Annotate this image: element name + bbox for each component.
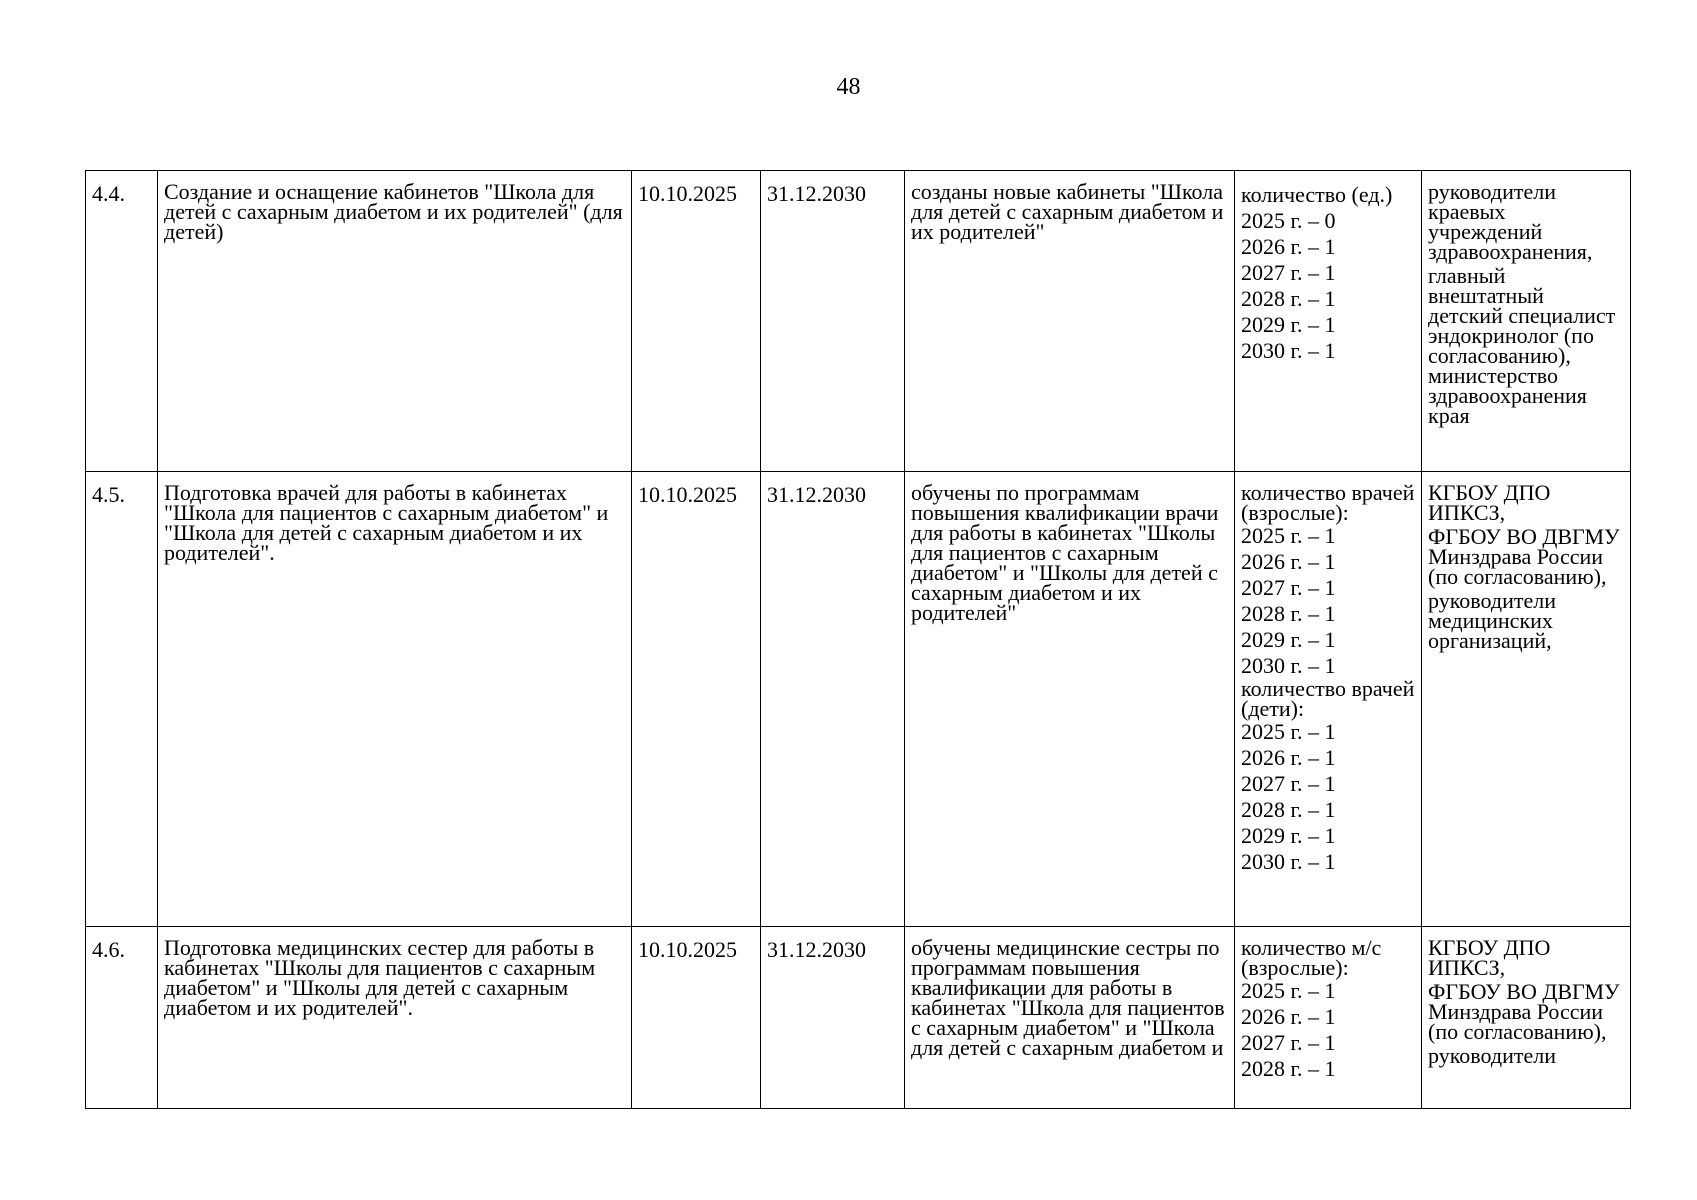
responsible-entry: главный внештатный детский специалист эндокринолог (по согласованию), министерство здравоохранения края (1428, 263, 1616, 428)
expected-result: обучены по программам повышения квалификации врачи для работы в кабинетах "Школы для пациентов с сахарным диабетом" и "Школы для детей с сахарным диабетом и их родителей" (905, 472, 1235, 927)
end-date: 31.12.2030 (761, 472, 905, 927)
indicator-value: 2030 г. – 1 (1241, 338, 1336, 363)
indicator-label: количество м/с (взрослые): (1241, 935, 1382, 980)
indicator-label: количество врачей (взрослые): (1241, 480, 1415, 525)
responsible-entry: руководители краевых учреждений здравоохранения, (1428, 179, 1593, 264)
event-description: Подготовка медицинских сестер для работы в кабинетах "Школы для пациентов с сахарным диабетом" и "Школы для детей с сахарным диабетом и их родителей". (158, 927, 632, 1109)
page-number: 48 (836, 74, 861, 100)
event-description: Создание и оснащение кабинетов "Школа для детей с сахарным диабетом и их родителей" (для детей) (158, 171, 632, 472)
end-date: 31.12.2030 (761, 927, 905, 1109)
indicator-value: 2027 г. – 1 (1241, 1030, 1336, 1055)
indicator-value: 2028 г. – 1 (1241, 286, 1336, 311)
responsible-entry: КГБОУ ДПО ИПКСЗ, (1428, 480, 1551, 525)
indicator-value: 2025 г. – 1 (1241, 523, 1336, 548)
expected-result: созданы новые кабинеты "Школа для детей с сахарным диабетом и их родителей" (905, 171, 1235, 472)
indicator-value: 2026 г. – 1 (1241, 745, 1336, 770)
indicator-value: 2025 г. – 1 (1241, 978, 1336, 1003)
item-number: 4.4. (86, 171, 158, 472)
responsible-cell (1422, 171, 1631, 472)
activity-plan-table (85, 170, 1631, 1109)
indicator-value: 2029 г. – 1 (1241, 823, 1336, 848)
indicator-value: 2028 г. – 1 (1241, 1056, 1336, 1081)
indicator-label: количество (ед.) (1241, 182, 1393, 207)
indicator-value: 2025 г. – 0 (1241, 208, 1336, 233)
indicator-value: 2030 г. – 1 (1241, 653, 1336, 678)
indicator-cell (1235, 927, 1422, 1109)
indicator-value: 2026 г. – 1 (1241, 1004, 1336, 1029)
indicator-value: 2028 г. – 1 (1241, 797, 1336, 822)
indicator-value: 2025 г. – 1 (1241, 719, 1336, 744)
indicator-value: 2029 г. – 1 (1241, 627, 1336, 652)
responsible-entry: ФГБОУ ВО ДВГМУ Минздрава России (по согласованию), (1428, 979, 1620, 1044)
responsible-entry: руководители медицинских организаций, (1428, 588, 1556, 653)
indicator-cell (1235, 171, 1422, 472)
indicator-value: 2027 г. – 1 (1241, 575, 1336, 600)
item-number: 4.5. (86, 472, 158, 927)
end-date: 31.12.2030 (761, 171, 905, 472)
indicator-value: 2026 г. – 1 (1241, 549, 1336, 574)
indicator-value: 2029 г. – 1 (1241, 312, 1336, 337)
table-row (86, 472, 1631, 927)
responsible-entry: руководители (1428, 1043, 1556, 1068)
event-description: Подготовка врачей для работы в кабинетах "Школа для пациентов с сахарным диабетом" и "Школа для детей с сахарным диабетом и их родителей". (158, 472, 632, 927)
responsible-cell (1422, 927, 1631, 1109)
start-date: 10.10.2025 (632, 171, 761, 472)
table-row (86, 927, 1631, 1109)
indicator-value: 2027 г. – 1 (1241, 771, 1336, 796)
indicator-value: 2026 г. – 1 (1241, 234, 1336, 259)
indicator-label: количество врачей (дети): (1241, 676, 1415, 721)
item-number: 4.6. (86, 927, 158, 1109)
responsible-entry: ФГБОУ ВО ДВГМУ Минздрава России (по согласованию), (1428, 524, 1620, 589)
responsible-cell (1422, 472, 1631, 927)
indicator-cell (1235, 472, 1422, 927)
indicator-value: 2027 г. – 1 (1241, 260, 1336, 285)
indicator-value: 2028 г. – 1 (1241, 601, 1336, 626)
start-date: 10.10.2025 (632, 472, 761, 927)
start-date: 10.10.2025 (632, 927, 761, 1109)
indicator-value: 2030 г. – 1 (1241, 849, 1336, 874)
expected-result: обучены медицинские сестры по программам повышения квалификации для работы в кабинетах "Школа для пациентов с сахарным диабетом" и "Школа для детей с сахарным диабетом и (905, 927, 1235, 1109)
responsible-entry: КГБОУ ДПО ИПКСЗ, (1428, 935, 1551, 980)
table-row (86, 171, 1631, 472)
